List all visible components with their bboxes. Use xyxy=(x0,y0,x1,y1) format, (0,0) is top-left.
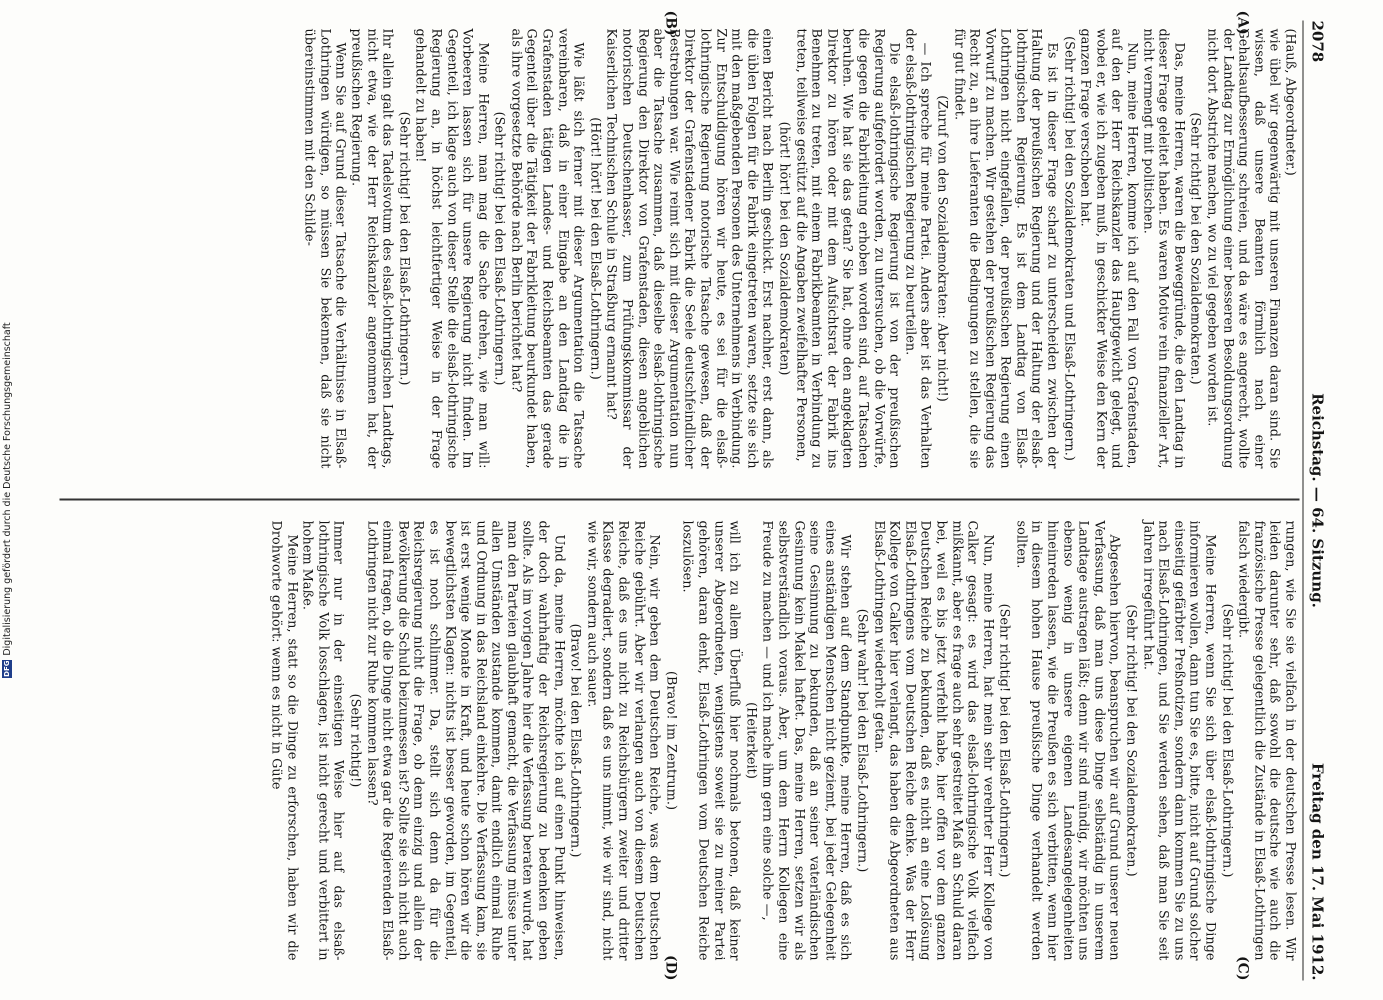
paragraph: — Ich spreche für meine Partei. Anders aber ist das Verhalten der elsaß-lothringischen Regierung zu beurteilen. xyxy=(901,28,933,468)
paragraph: Es ist in dieser Frage scharf zu unterscheiden zwischen der Haltung der preußischen Regierung und der Haltung der elsaß-lothringischen Regierung. Es ist dem Landtag von Elsaß-Lothringen nicht eingefallen, der preußischen Regierung einen Vorwurf zu machen. Wir gestehen der preußischen Regierung das Recht zu, an ihre Lieferanten die Bedingungen zu stellen, die sie für gut findet. xyxy=(950,28,1060,468)
interjection: (Sehr richtig!) xyxy=(346,693,362,787)
paragraph: Meine Herren, statt so die Dinge zu erforschen, haben wir die Drohworte gehört: wenn es nicht in Güte xyxy=(268,520,299,960)
paragraph: Ihr allein galt das Tadelsvotum des elsaß-lothringischen Landtags, nicht etwa, wie der Herr Reichskanzler angenommen hat, der preußischen Regierung. xyxy=(347,28,395,468)
paragraph: (Hauß, Abgeordneter.) xyxy=(1282,28,1297,176)
interjection: (Heiterkeit) xyxy=(742,701,758,779)
left-text-column xyxy=(62,10,1297,468)
paragraph: wie übel wir gegenwärtig mit unseren Finanzen daran sind. Sie wissen, daß unsere Beamten förmlich nach einer Gehaltsaufbesserung schreien, und da wäre es angerecht, wollte der Landtag zur Ermöglichung einer besseren Besoldungsordnung nicht dort Abstriche machen, wo zu viel gegeben worden ist. xyxy=(1204,28,1282,468)
paragraph: Immer nur in der einseitigen Weise hier auf das elsaß-lothringische Volk losschlagen, ist nicht gerecht und verbittert in hohem Maße. xyxy=(299,520,346,960)
paragraph: Die elsaß-lothringische Regierung ist von der preußischen Regierung aufgefordert worden, zu untersuchen, ob die Vorwürfe, die gegen die Fabrikleitung erhoben worden sind, auf Tatsachen beruhen. Wie hat sie das getan? Sie hat, ohne den angeklagten Direktor zu hören oder mit dem Aufsichtsrat der Fabrik ins Benehmen zu treten, mit einem Fabrikbeamten in Verbindung zu treten, teilweise gestützt auf die Angaben zweifelhafter Personen, xyxy=(792,28,902,468)
interjection: (Sehr wahr! bei den Elsaß-Lothringern.) xyxy=(853,608,869,872)
margin-marker-a: (A) xyxy=(1234,10,1250,35)
session-date: Freitag den 17. Mai 1912. xyxy=(1308,762,1326,980)
running-title: Reichstag. — 64. Sitzung. xyxy=(1308,392,1326,608)
paragraph: Das, meine Herren, waren die Beweggründe, die den Landtag in dieser Frage geleitet haben. Es waren Motive rein finanzieller Art, nicht vermengt mit politischen. xyxy=(1139,28,1186,468)
interjection: (Sehr richtig! bei den Sozialdemokraten.) xyxy=(1123,603,1139,877)
interjection: (Sehr richtig! bei den Elsaß-Lothringern.) xyxy=(491,111,507,385)
interjection: (Zuruf von den Sozialdemokraten: Aber nicht!) xyxy=(933,94,949,402)
paragraph: Nein, wir geben dem Deutschen Reiche, was dem Deutschen Reiche gebührt. Aber wir verlangen auch von diesem Deutschen Reiche, daß es uns nicht zu Reichsbürgern zweiter und dritter Klasse degradiert, sondern daß es uns nimmt, wie wir sind, nicht wie wir, sondern auch sauer. xyxy=(583,520,662,960)
paragraph: Abgesehen hiervon, beanspruchen wir auf Grund unserer neuen Verfassung, daß man uns diese Dinge selbständig in unserem Landtage austragen läßt; denn wir sind mündig, wir möchten uns ebenso wenig in unsere eigenen Landesangelegenheiten hineinreden lassen, wie die Preußen es sich verbitten, wenn hier in diesem hohen Hause preußische Dinge verhandelt werden sollten. xyxy=(1012,520,1122,960)
paragraph: Wie läßt sich ferner mit dieser Argumentation die Tatsache vereinbaren, daß in einer Eingabe an den Landtag die in Grafenstaden tätigen Landes- und Reichsbeamten das gerade Gegenteil über die Tätigkeit der Fabrikleitung beurkundet haben, als ihre vorgesetzte Behörde nach Berlin berichtet hat? xyxy=(507,28,586,468)
interjection: (hört! hört! bei den Sozialdemokraten) xyxy=(776,121,791,375)
dfg-logo: DFG xyxy=(3,660,11,677)
paragraph: Meine Herren, wenn Sie sich über elsaß-lothringische Dinge informieren wollen, dann tun Sie es, bitte, nicht auf Grund solcher einseitig gefärbter Preßnotizen, sondern dann kommen Sie zu uns nach Elsaß-Lothringen, und Sie werden sehen, daß man Sie seit Jahren irregeführt hat. xyxy=(1139,520,1218,960)
right-text-column xyxy=(62,520,1297,980)
interjection: (Bravo! bei den Elsaß-Lothringern.) xyxy=(567,623,583,857)
paragraph: Nun, meine Herren, komme ich auf den Fall von Grafenstaden, auf den der Herr Reichskanzler das Hauptgewicht gelegt, und wobei er, wie ich zugeben muß, in geschickter Weise den Kern der ganzen Frage verschoben hat. xyxy=(1077,28,1140,468)
paragraph: Meine Herren, man mag die Sache drehen, wie man will: Vorbeeren lassen sich für unsere Regierung nicht finden. Im Gegenteil, ich klage auch von dieser Stelle die elsaß-lothringische Regierung an, in höchst leichtfertiger Weise in der Frage gehandelt zu haben! xyxy=(412,28,490,468)
margin-marker-b: (B) xyxy=(662,10,678,36)
interjection: (Bravo! im Zentrum.) xyxy=(662,670,678,810)
interjection: (Sehr richtig! bei den Sozialdemokraten und Elsaß-Lothringern.) xyxy=(1060,35,1076,461)
rotated-document-page xyxy=(54,10,1329,980)
paragraph: Nun, meine Herren, hat mein sehr verehrter Herr Kollege von Calker gesagt: es wird das elsaß-lothringische Volk vielfach mißkannt, aber es frage auch sehr gestreitet Maß an Schuld daran bei, weil es bis jetzt verfehlt habe, hier offen vor dem ganzen Deutschen Reiche zu bekunden, daß es nicht an eine Loslösung Elsaß-Lothringens vom Deutschen Reiche denke. Was der Herr Kollege von Calker hier verlangt, das haben die Abgeordneten aus Elsaß-Lothringen wiederholt getan. xyxy=(870,520,995,960)
page-header xyxy=(1302,20,1329,980)
interjection: (Sehr richtig! bei den Elsaß-Lothringern.) xyxy=(395,111,411,385)
digitization-credit xyxy=(0,0,14,1000)
paragraph: rungen, wie Sie sie vielfach in der deutschen Presse lesen. Wir leiden darunter sehr, daß sowohl die deutsche wie auch die französische Presse gelegentlich die Zustände in Elsaß-Lothringen falsch wiedergibt. xyxy=(1235,520,1297,960)
paragraph: einen Bericht nach Berlin geschickt. Erst nachher, erst dann, als die üblen Folgen für die Fabrik eingetreten waren, setzte sie sich mit den maßgebenden Personen des Unternehmens in Verbindung. Zur Entschuldigung hören wir heute, es sei für die elsaß-lothringische Regierung notorische Tatsache gewesen, daß der Direktor der Grafenstadener Fabrik die Seele deutschfeindlicher Bestrebungen war. Wie reimt sich mit dieser Argumentation nun aber die Tatsache zusammen, daß dieselbe elsaß-lothringische Regierung den Direktor von Grafenstaden, diesen angeblichen notorischen Deutschenhasser, zum Prüfungskommissar der Kaiserlichen Technischen Schule in Straßburg ernannt hat? xyxy=(603,28,775,468)
interjection: (Sehr richtig! bei den Sozialdemokraten.) xyxy=(1187,111,1203,385)
interjection: (Sehr richtig! bei den Elsaß-Lothringern.) xyxy=(996,603,1012,877)
interjection: (Sehr richtig! bei den Elsaß-Lothringern.) xyxy=(1218,603,1234,877)
interjection: (Hört! hört! bei den Elsaß-Lothringern.) xyxy=(586,116,602,380)
paragraph: will ich zu allem Überfluß hier nochmals betonen, daß keiner unserer Abgeordneten, wenigstens soweit sie zu meiner Partei gehören, daran denkt, Elsaß-Lothringen vom Deutschen Reiche loszulösen. xyxy=(679,520,742,960)
margin-marker-d: (D) xyxy=(662,954,678,980)
column-divider xyxy=(59,498,1299,500)
margin-marker-c: (C) xyxy=(1234,955,1250,980)
paragraph: Wenn Sie auf Grund dieser Tatsache die Verhältnisse in Elsaß-Lothringen würdigen, so müssen Sie bekennen, daß sie nicht übereinstimmen mit den Schilde- xyxy=(301,28,348,468)
digitization-credit-text: Digitalisierung gefördert durch die Deutsche Forschungsgemeinschaft xyxy=(1,322,13,656)
page-number: 2078 xyxy=(1308,20,1326,62)
paragraph: Und da, meine Herren, möchte ich auf einen Punkt hinweisen, der doch wahrhaftig der Reichsregierung zu bedenken geben sollte. Als im vorigen Jahre hier die Verfassung beraten wurde, hat man den Parteien glaubhaft gemacht, die Verfassung müsse unter allen Umständen zustande kommen, damit endlich einmal Ruhe und Ordnung in das Reichsland einkehre. Die Verfassung kam, sie ist erst wenige Monate in Kraft, und heute schon hören wir die bewegtlichsten Klagen: nichts ist besser geworden, im Gegenteil, es ist noch schlimmer. Da, stellt sich denn da für die Reichsregierung nicht die Frage, ob denn einzig und allein der Bevölkerung die Schuld beizumessen ist? Sollte sie sich nicht auch einmal fragen, ob die Dinge nicht etwa gar die Regierenden Elsaß-Lothringen nicht zur Ruhe kommen lassen? xyxy=(363,520,566,960)
paragraph: Wir stehen auf dem Standpunkte, meine Herren, daß es sich eines anständigen Menschen nicht geziemt, bei jeder Gelegenheit seine Gesinnung zu bekunden, daß an seiner vaterländischen Gesinnung kein Makel haftet. Das, meine Herren, setzen wir als selbstverständlich voraus. Aber, um dem Herrn Kollegen eine Freude zu machen — und ich mache ihm gern eine solche —, xyxy=(759,520,853,960)
